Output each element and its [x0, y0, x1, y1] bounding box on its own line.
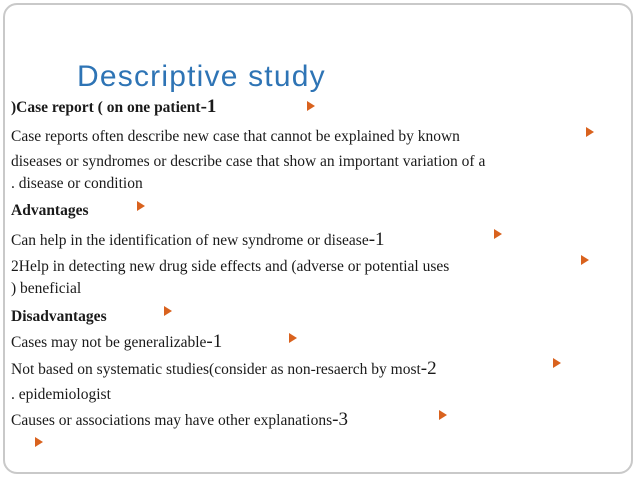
body-line: ) beneficial — [11, 280, 82, 297]
body-line: . epidemiologist — [11, 386, 111, 403]
body-line: Cases may not be generalizable-1 — [11, 331, 223, 352]
body-line: diseases or syndromes or describe case that show an important variation of a — [11, 153, 486, 170]
case-report-heading: )Case report ( on one patient-1 — [11, 96, 217, 117]
body-line: 2Help in detecting new drug side effects and (adverse or potential uses — [11, 258, 450, 275]
bullet-icon — [494, 229, 502, 239]
advantages-heading: Advantages — [11, 202, 89, 219]
bullet-icon — [289, 333, 297, 343]
body-line: Causes or associations may have other explanations-3 — [11, 409, 348, 430]
bullet-icon — [581, 255, 589, 265]
body-line: Not based on systematic studies(consider as non-resaerch by most-2 — [11, 358, 437, 379]
bullet-icon — [439, 410, 447, 420]
bullet-icon — [586, 127, 594, 137]
slide — [3, 3, 633, 474]
slide-title: Descriptive study — [77, 60, 326, 93]
bullet-icon — [35, 437, 43, 447]
bullet-icon — [553, 358, 561, 368]
bullet-icon — [137, 201, 145, 211]
body-line: Can help in the identification of new syndrome or disease-1 — [11, 229, 385, 250]
bullet-icon — [307, 101, 315, 111]
bullet-icon — [164, 306, 172, 316]
body-line: Case reports often describe new case that cannot be explained by known — [11, 128, 460, 145]
disadvantages-heading: Disadvantages — [11, 308, 107, 325]
body-line: . disease or condition — [11, 175, 143, 192]
